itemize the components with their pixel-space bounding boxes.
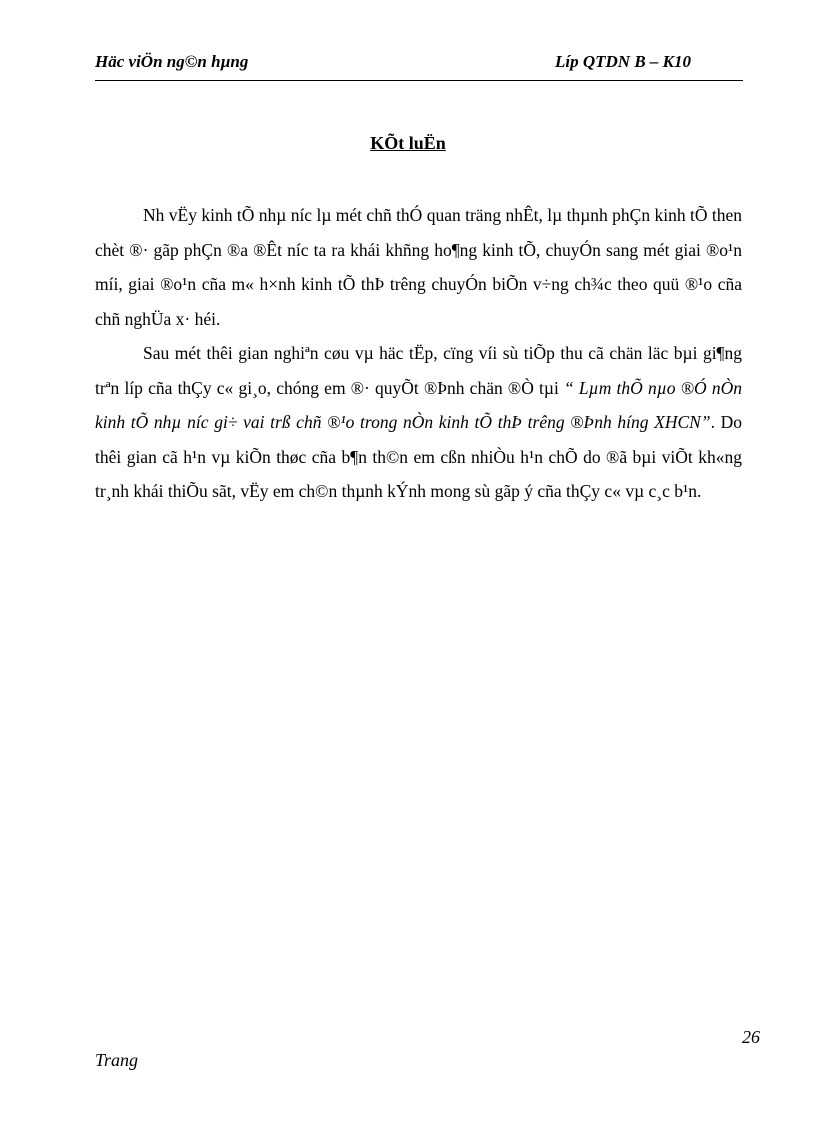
header-institution: Häc viÖn ng©n hµng (95, 52, 249, 71)
page-number: 26 (742, 1027, 760, 1047)
header-divider (95, 80, 743, 81)
paragraph-1: Nh vËy kinh tÕ nhµ níc lµ mét chñ thÓ quan träng nhÊt, lµ thµnh phÇn kinh tÕ then chèt ®· gãp phÇn ®a ®Êt níc ta ra khái khñng ho¶ng kinh tÕ, chuyÓn sang mét giai ®o¹n míi, giai ®o¹n cña m« h×nh kinh tÕ thÞ trêng chuyÓn biÕn v÷ng ch¾c theo quü ®¹o cña chñ nghÜa x· héi. (95, 205, 742, 329)
header-class: Líp QTDN B – K10 (555, 52, 691, 71)
paragraph-2-end: . Do thêi gian cã h¹n vµ kiÕn thøc cña b¶n th©n em cßn nhiÒu h¹n chÕ do ®ã bµi viÕt kh«ng tr¸nh khái thiÕu sãt, vËy em ch©n thµnh kÝnh mong sù gãp ý cña thÇy c« vµ c¸c b¹n. (95, 412, 742, 501)
page-title (0, 133, 816, 154)
paragraph-2 (95, 336, 742, 509)
footer-label: Trang (95, 1050, 139, 1070)
page-header (95, 52, 743, 78)
topic-quote: “ Lµm thÕ nµo ®Ó nÒn kinh tÕ nhµ níc gi÷ vai trß chñ ®¹o trong nÒn kinh tÕ thÞ trêng ®Þnh híng XHCN” (95, 377, 742, 432)
title-text: KÕt luËn (370, 133, 446, 153)
paragraph-2-start: Sau mét thêi gian nghiªn cøu vµ häc tËp, cïng víi sù tiÕp thu cã chän läc bµi gi¶ng trªn líp cña thÇy c« gi¸o, chóng em ®· quyÕt ®Þnh chän ®Ò tµi (95, 343, 742, 398)
document-body (95, 198, 742, 509)
